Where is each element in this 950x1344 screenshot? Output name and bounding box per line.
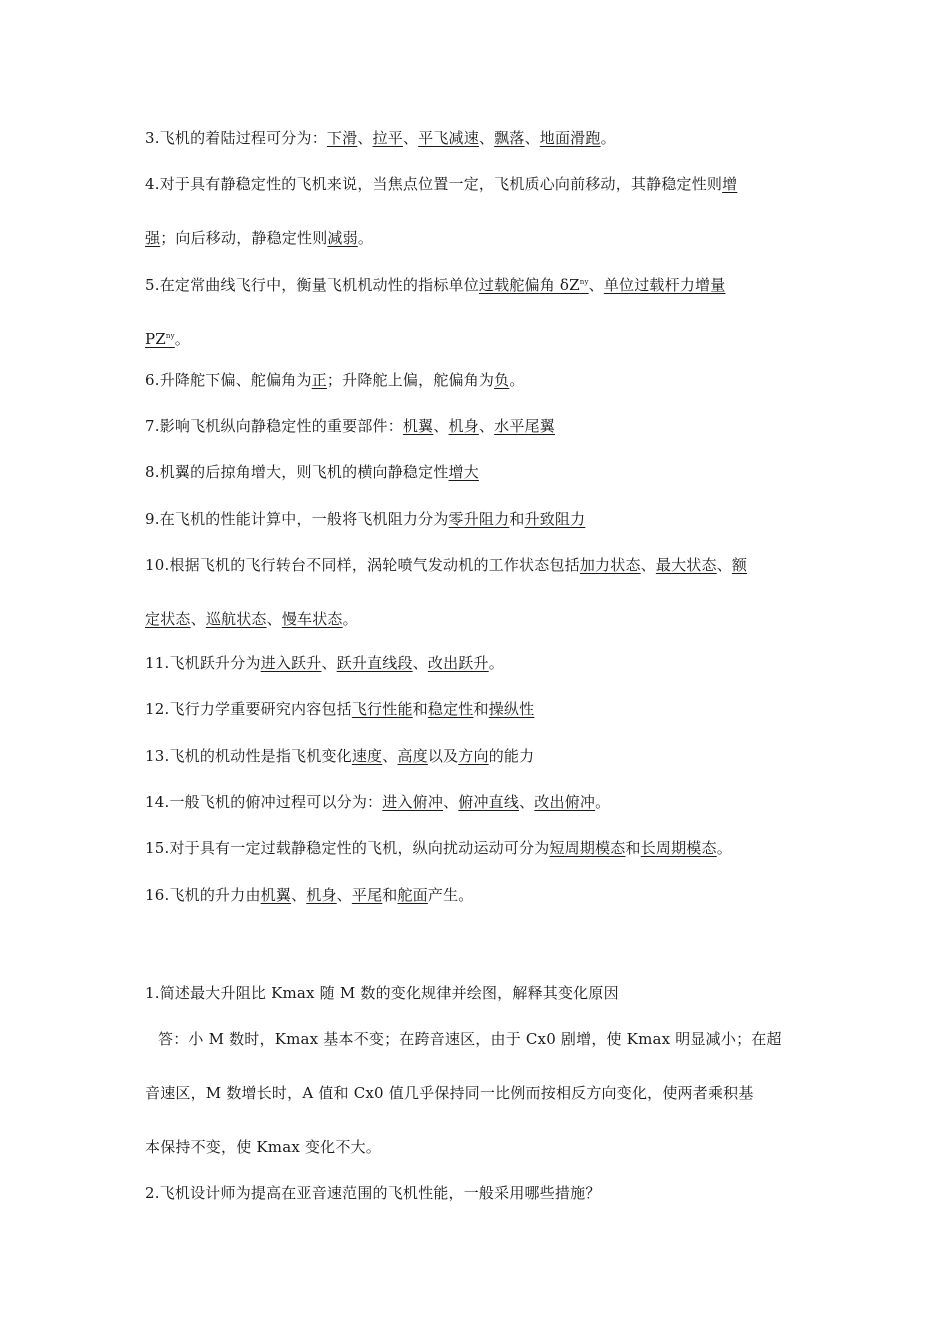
answer: 高度 xyxy=(397,747,428,765)
text: 、 xyxy=(336,886,352,904)
text: 。 xyxy=(357,229,374,247)
answer xyxy=(479,276,589,294)
text: ；向后移动，静稳定性则 xyxy=(160,229,328,247)
text: 以及 xyxy=(427,747,459,765)
subscript-ny: ny xyxy=(165,332,175,340)
text: 6.升降舵下偏、舵偏角为 xyxy=(145,371,312,389)
text: 4.对于具有静稳定性的飞机来说，当焦点位置一定，飞机质心向前移动，其静稳定性则 xyxy=(145,175,723,193)
answer: 操纵性 xyxy=(488,700,535,718)
text: 、 xyxy=(443,793,459,811)
answer: 负 xyxy=(494,371,510,389)
text: 。 xyxy=(488,654,504,672)
text: 、 xyxy=(382,747,398,765)
item-4-static-stability-line2 xyxy=(145,228,373,248)
answer: 强 xyxy=(145,229,161,247)
item-15-disturbance-modes xyxy=(145,838,732,858)
text: ；升降舵上偏，舵偏角为 xyxy=(326,371,495,389)
answer: 稳定性 xyxy=(427,700,474,718)
answer: 飘落 xyxy=(494,129,525,147)
text: 、 xyxy=(524,129,540,147)
item-3-landing-phases xyxy=(145,128,616,148)
answer: 升致阻力 xyxy=(524,510,586,528)
text: 、 xyxy=(291,886,307,904)
answer: 短周期模态 xyxy=(549,839,626,857)
answer: 巡航状态 xyxy=(205,610,267,628)
text: 。 xyxy=(342,610,358,628)
answer: 拉平 xyxy=(372,129,403,147)
answer-1-line2: 音速区，M 数增长时，A 值和 Cx0 值几乎保持同一比例而按相反方向变化，使两者乘积基 xyxy=(145,1084,754,1102)
answer: 方向 xyxy=(458,747,489,765)
text: 、 xyxy=(402,129,419,147)
text: 、 xyxy=(190,610,206,628)
answer: 机身 xyxy=(306,886,337,904)
answer: 加力状态 xyxy=(579,556,641,574)
answer: 进入跃升 xyxy=(260,654,322,672)
answer: 长周期模态 xyxy=(640,839,717,857)
item-8-sweep-angle xyxy=(145,462,479,482)
text: 14.一般飞机的俯冲过程可以分为： xyxy=(145,793,383,811)
text: 、 xyxy=(321,654,337,672)
text: 10.根据飞机的飞行转台不同样，涡轮喷气发动机的工作状态包括 xyxy=(145,556,580,574)
item-14-dive xyxy=(145,792,610,812)
answer: 增 xyxy=(722,175,738,193)
answer: 改出俯冲 xyxy=(534,793,596,811)
answer-1-line3: 本保持不变，使 Kmax 变化不大。 xyxy=(145,1138,381,1156)
answer: 机翼 xyxy=(260,886,292,904)
text: 、 xyxy=(519,793,535,811)
answer: 舵面 xyxy=(397,886,428,904)
text: 、 xyxy=(478,129,495,147)
text: 、 xyxy=(433,417,449,435)
answer: 平尾 xyxy=(351,886,383,904)
question-1: 1.简述最大升阻比 Kmax 随 M 数的变化规律并绘图，解释其变化原因 xyxy=(145,984,619,1002)
text: 、 xyxy=(412,654,428,672)
answer: 水平尾翼 xyxy=(494,417,555,435)
answer: 跃升直线段 xyxy=(336,654,413,672)
item-11-zoom-climb xyxy=(145,653,504,673)
answer: 机翼 xyxy=(402,417,434,435)
text: 。 xyxy=(595,793,611,811)
item-5-maneuverability-line1 xyxy=(145,272,725,295)
text: 、 xyxy=(640,556,656,574)
text: 、 xyxy=(588,276,604,294)
answer: 最大状态 xyxy=(655,556,717,574)
answer: 减弱 xyxy=(327,229,358,247)
text: 和 xyxy=(412,700,428,718)
text: 和 xyxy=(625,839,641,857)
answer-1-line1: 答：小 M 数时，Kmax 基本不变；在跨音速区，由于 Cx0 剧增，使 Kmax 明显减小；在超 xyxy=(158,1030,782,1048)
text: 。 xyxy=(600,129,616,147)
answer: 改出跃升 xyxy=(427,654,489,672)
subscript-ny: ny xyxy=(579,278,589,286)
text: 产生。 xyxy=(427,886,474,904)
answer: 正 xyxy=(311,371,327,389)
answer: 额 xyxy=(731,556,748,574)
item-5-maneuverability-line2 xyxy=(145,326,190,349)
text: 9.在飞机的性能计算中，一般将飞机阻力分为 xyxy=(145,510,449,528)
text: 和 xyxy=(382,886,398,904)
item-16-lift xyxy=(145,885,474,905)
text: 。 xyxy=(716,839,732,857)
item-9-drag xyxy=(145,509,585,529)
answer: 慢车状态 xyxy=(281,610,343,628)
answer: 下滑 xyxy=(326,129,358,147)
answer: 俯冲直线 xyxy=(458,793,520,811)
text: 11.飞机跃升分为 xyxy=(145,654,261,672)
answer: 增大 xyxy=(448,463,479,481)
text: 12.飞行力学重要研究内容包括 xyxy=(145,700,352,718)
text: 13.飞机的机动性是指飞机变化 xyxy=(145,747,352,765)
answer: 零升阻力 xyxy=(448,510,510,528)
text: 16.飞机的升力由 xyxy=(145,886,261,904)
item-6-elevator xyxy=(145,370,525,390)
answer: 机身 xyxy=(448,417,479,435)
text: 8.机翼的后掠角增大，则飞机的横向静稳定性 xyxy=(145,463,449,481)
text: 、 xyxy=(266,610,282,628)
answer: 进入俯冲 xyxy=(382,793,444,811)
item-7-components xyxy=(145,416,555,436)
item-4-static-stability-line1 xyxy=(145,174,737,194)
answer: 定状态 xyxy=(145,610,191,628)
item-10-engine-states-line2 xyxy=(145,609,358,629)
answer: 速度 xyxy=(351,747,383,765)
item-13-maneuverability xyxy=(145,746,534,766)
answer: 单位过载杆力增量 xyxy=(603,276,726,294)
answer: 地面滑跑 xyxy=(539,129,601,147)
text: 、 xyxy=(478,417,495,435)
answer-main: 过载舵偏角 δZ xyxy=(478,276,580,294)
text: 5.在定常曲线飞行中，衡量飞机机动性的指标单位 xyxy=(145,276,479,294)
answer: 飞行性能 xyxy=(351,700,413,718)
text: 15.对于具有一定过载静稳定性的飞机，纵向扰动运动可分为 xyxy=(145,839,550,857)
answer xyxy=(145,330,175,348)
text: 和 xyxy=(509,510,525,528)
question-2: 2.飞机设计师为提高在亚音速范围的飞机性能，一般采用哪些措施？ xyxy=(145,1184,601,1202)
text: 。 xyxy=(174,330,190,348)
answer: 平飞减速 xyxy=(418,129,479,147)
item-10-engine-states-line1 xyxy=(145,555,747,575)
text: 。 xyxy=(509,371,525,389)
text: 3.飞机的着陆过程可分为： xyxy=(145,129,327,147)
text: 和 xyxy=(473,700,489,718)
item-12-flight-mechanics xyxy=(145,699,534,719)
text: 、 xyxy=(357,129,373,147)
text: 的能力 xyxy=(488,747,535,765)
text: 7.影响飞机纵向静稳定性的重要部件： xyxy=(145,417,403,435)
answer-main: PZ xyxy=(145,330,166,348)
text: 、 xyxy=(716,556,732,574)
